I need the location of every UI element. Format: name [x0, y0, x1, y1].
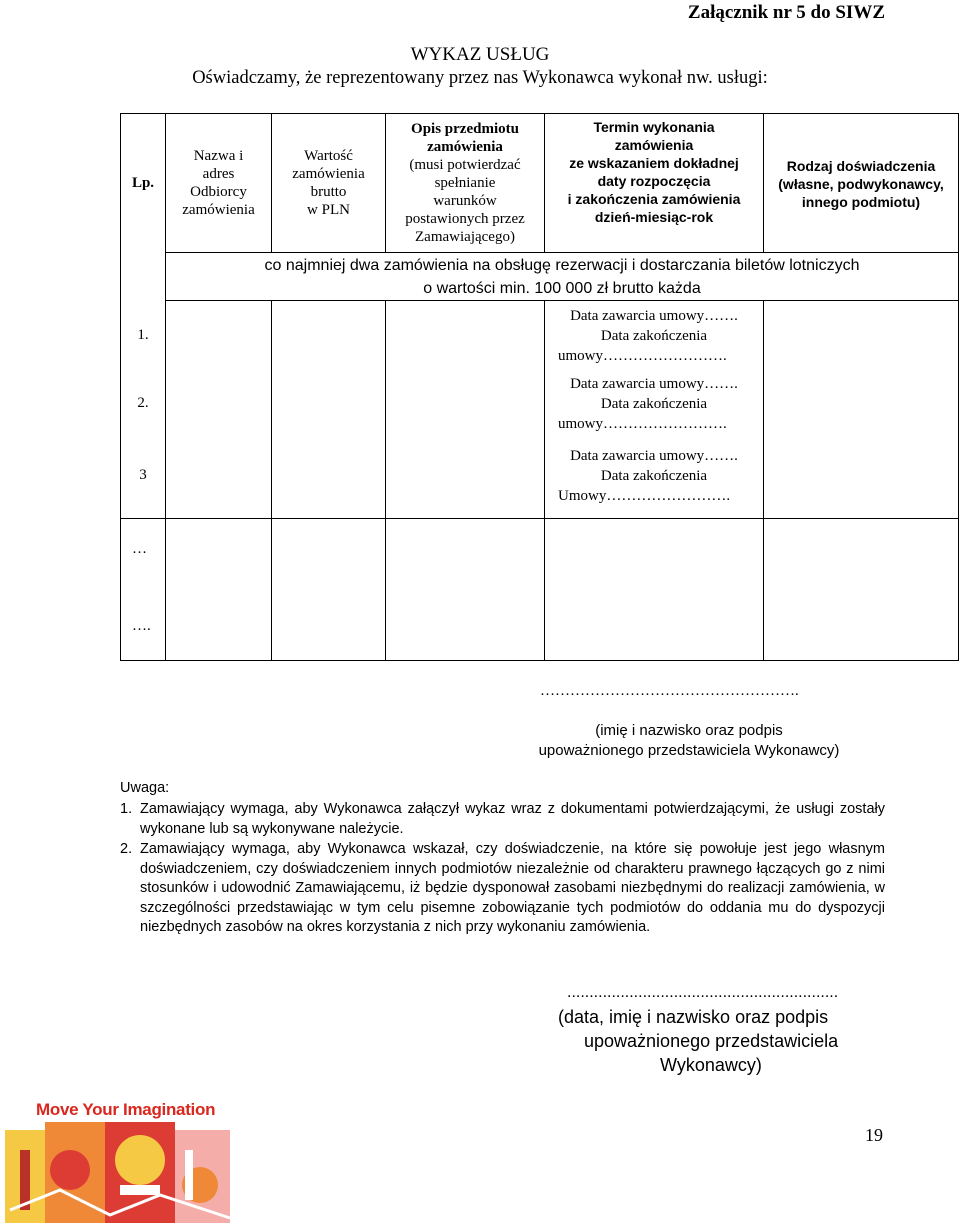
header-experience-type: Rodzaj doświadczenia (własne, podwykonawcy, innego podmiotu) — [778, 158, 944, 210]
notes-heading: Uwaga: — [120, 780, 170, 796]
table-border-right — [958, 113, 959, 661]
note-item: 2. Zamawiający wymaga, aby Wykonawca wskazał, czy doświadczenie, na które się powołuje jest jego własnym doświadczeniem, czy doświadczeniem innych podmiotów niezależnie od charakteru prawnego łączących go z nimi stosunków i udowodnić Zamawiającemu, iż będzie dysponował zasobami niezbędnymi do realizacji zamówienia, w szczególności przedstawiając w tym celu pisemne zobowiązanie tych podmiotów do oddania mu do dyspozycji niezbędnych zasobów na okres korzystania z nich przy wykonaniu zamówienia. — [120, 841, 885, 935]
table-row-line — [120, 518, 959, 519]
table-header-bottom — [165, 252, 959, 253]
header-description: Opis przedmiotu zamówienia (musi potwierdzać spełnianie warunków postawionych przez Zamawiającego) — [405, 121, 525, 245]
logo-text: Move Your Imagination — [36, 1100, 216, 1119]
row-dates: Data zawarcia umowy……. Data zakończenia Umowy……………………. — [558, 448, 738, 504]
signature-caption: (imię i nazwisko oraz podpis upoważnionego przedstawiciela Wykonawcy) — [538, 722, 840, 759]
table-col-divider — [271, 300, 272, 661]
header-value: Wartość zamówienia brutto w PLN — [292, 148, 365, 218]
page-number: 19 — [865, 1125, 883, 1145]
header-completion-date: Termin wykonania zamówienia ze wskazaniem dokładnej daty rozpoczęcia i zakończenia zamówienia dzień-miesiąc-rok — [567, 119, 741, 225]
annex-label: Załącznik nr 5 do SIWZ — [687, 2, 885, 23]
row-dates: Data zawarcia umowy……. Data zakończenia umowy……………………. — [558, 376, 738, 432]
table-border-bottom — [120, 660, 959, 661]
row-dates: Data zawarcia umowy……. Data zakończenia umowy……………………. — [558, 308, 738, 364]
table-col-divider — [763, 300, 764, 661]
signature-line: ……………………………………………. — [540, 683, 799, 699]
document-subtitle: Oświadczamy, że reprezentowany przez nas Wykonawca wykonał nw. usługi: — [192, 68, 768, 88]
note-item: 1. Zamawiający wymaga, aby Wykonawca załączył wykaz wraz z dokumentami potwierdzającymi, że usługi zostały wykonane lub są wykonywane należycie. — [120, 801, 885, 837]
row-number: 3 — [139, 467, 147, 483]
table-col-divider — [385, 300, 386, 661]
header-lp: Lp. — [131, 175, 155, 191]
document-title: WYKAZ USŁUG — [410, 44, 550, 65]
row-number: …. — [132, 618, 151, 634]
requirement-row: co najmniej dwa zamówienia na obsługę rezerwacji i dostarczania biletów lotniczych o wartości min. 100 000 zł brutto każda — [264, 257, 860, 297]
signature-line: ............................................................. — [567, 984, 839, 1001]
row-number: 2. — [137, 395, 149, 411]
row-number: 1. — [137, 327, 149, 343]
signature-caption: (data, imię i nazwisko oraz podpis upoważnionego przedstawiciela Wykonawcy) — [558, 1007, 839, 1075]
row-number: … — [132, 541, 147, 557]
header-client-name: Nazwa i adres Odbiorcy zamówienia — [182, 148, 255, 218]
move-your-imagination-logo — [0, 1090, 235, 1223]
table-span-row-bottom — [165, 300, 959, 301]
